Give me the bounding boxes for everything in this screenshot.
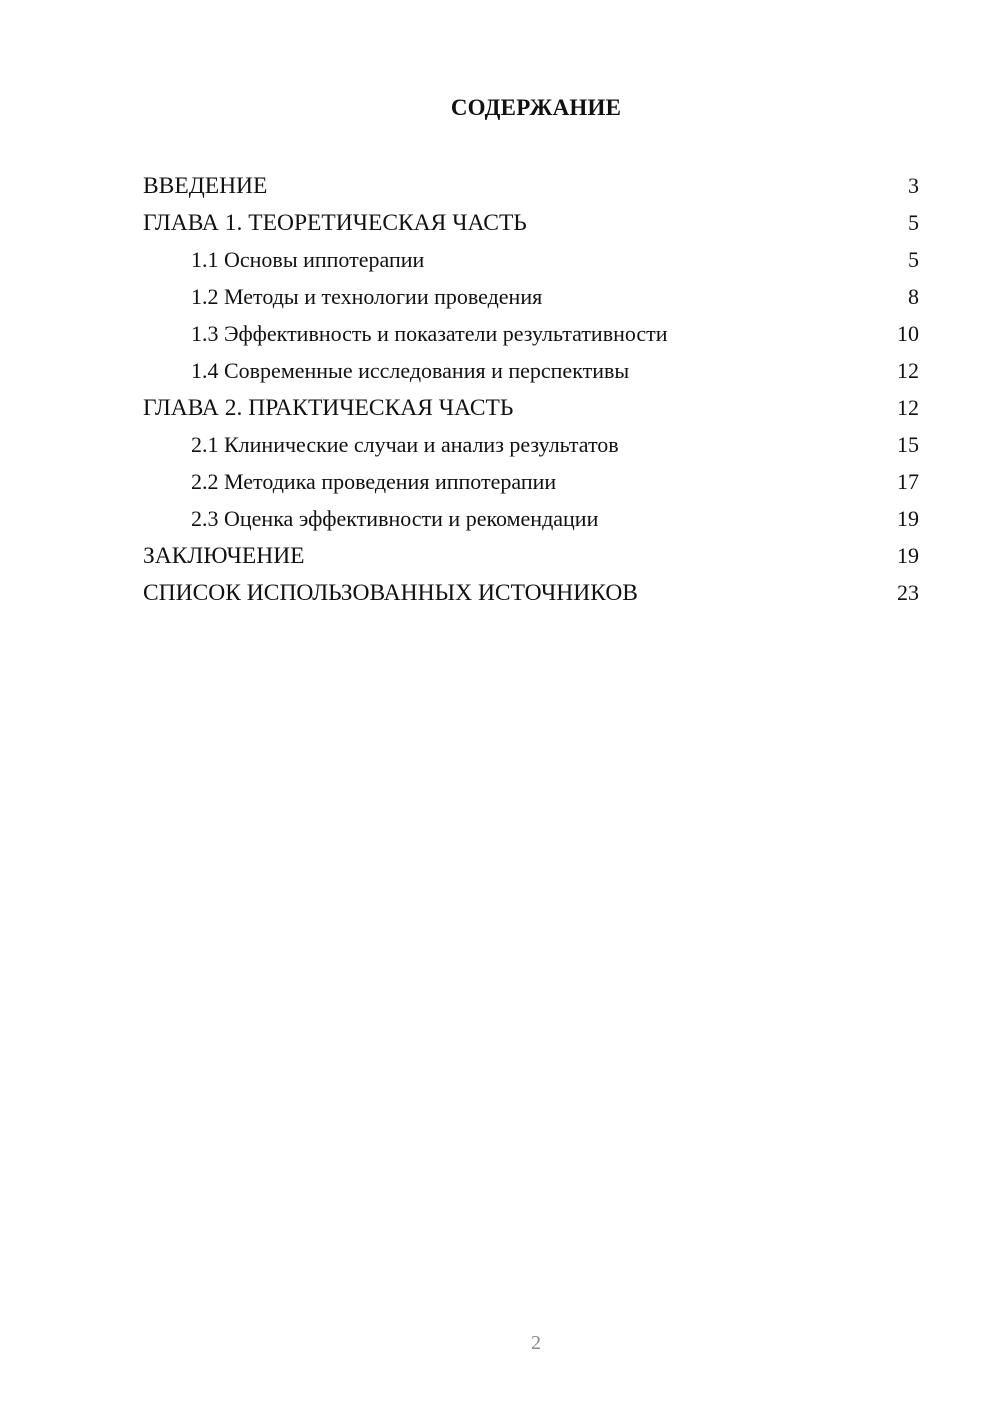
toc-entry-page: 23 (897, 580, 919, 605)
toc-entry-page: 5 (908, 210, 919, 235)
toc-entry-references (143, 574, 919, 611)
toc-entry-chapter-2 (143, 389, 919, 426)
toc-entry-label: 1.3 Эффективность и показатели результативности (191, 321, 668, 346)
page-number: 2 (531, 1332, 541, 1354)
toc-entry-page: 19 (897, 543, 919, 568)
toc-entry-section-1-1 (143, 241, 919, 278)
toc-entry-section-2-3 (143, 500, 919, 537)
toc-entry-label: ЗАКЛЮЧЕНИЕ (143, 543, 305, 569)
toc-entry-page: 3 (908, 173, 919, 198)
toc-entry-page: 12 (897, 395, 919, 420)
toc-entry-page: 5 (908, 247, 919, 272)
toc-entry-page: 12 (897, 358, 919, 383)
toc-entry-label: 2.2 Методика проведения иппотерапии (191, 469, 557, 494)
toc-entry-label: ГЛАВА 1. ТЕОРЕТИЧЕСКАЯ ЧАСТЬ (143, 210, 527, 236)
toc-entry-page: 17 (897, 469, 919, 494)
toc-entry-chapter-1 (143, 204, 919, 241)
table-of-contents (143, 167, 919, 611)
toc-entry-page: 10 (897, 321, 919, 346)
toc-entry-section-2-2 (143, 463, 919, 500)
toc-entry-label: СПИСОК ИСПОЛЬЗОВАННЫХ ИСТОЧНИКОВ (143, 580, 638, 606)
toc-entry-section-1-3 (143, 315, 919, 352)
toc-entry-label: ВВЕДЕНИЕ (143, 173, 268, 199)
toc-entry-label: 2.3 Оценка эффективности и рекомендации (191, 506, 599, 531)
toc-entry-section-1-4 (143, 352, 919, 389)
toc-entry-page: 19 (897, 506, 919, 531)
toc-entry-label: 1.1 Основы иппотерапии (191, 247, 425, 272)
toc-entry-introduction (143, 167, 919, 204)
toc-entry-label: 2.1 Клинические случаи и анализ результатов (191, 432, 619, 457)
toc-entry-label: 1.4 Современные исследования и перспективы (191, 358, 630, 383)
toc-entry-page: 8 (908, 284, 919, 309)
toc-entry-label: 1.2 Методы и технологии проведения (191, 284, 543, 309)
toc-entry-label: ГЛАВА 2. ПРАКТИЧЕСКАЯ ЧАСТЬ (143, 395, 514, 421)
toc-entry-page: 15 (897, 432, 919, 457)
toc-entry-section-2-1 (143, 426, 919, 463)
toc-entry-section-1-2 (143, 278, 919, 315)
toc-title: СОДЕРЖАНИЕ (450, 95, 622, 120)
toc-entry-conclusion (143, 537, 919, 574)
